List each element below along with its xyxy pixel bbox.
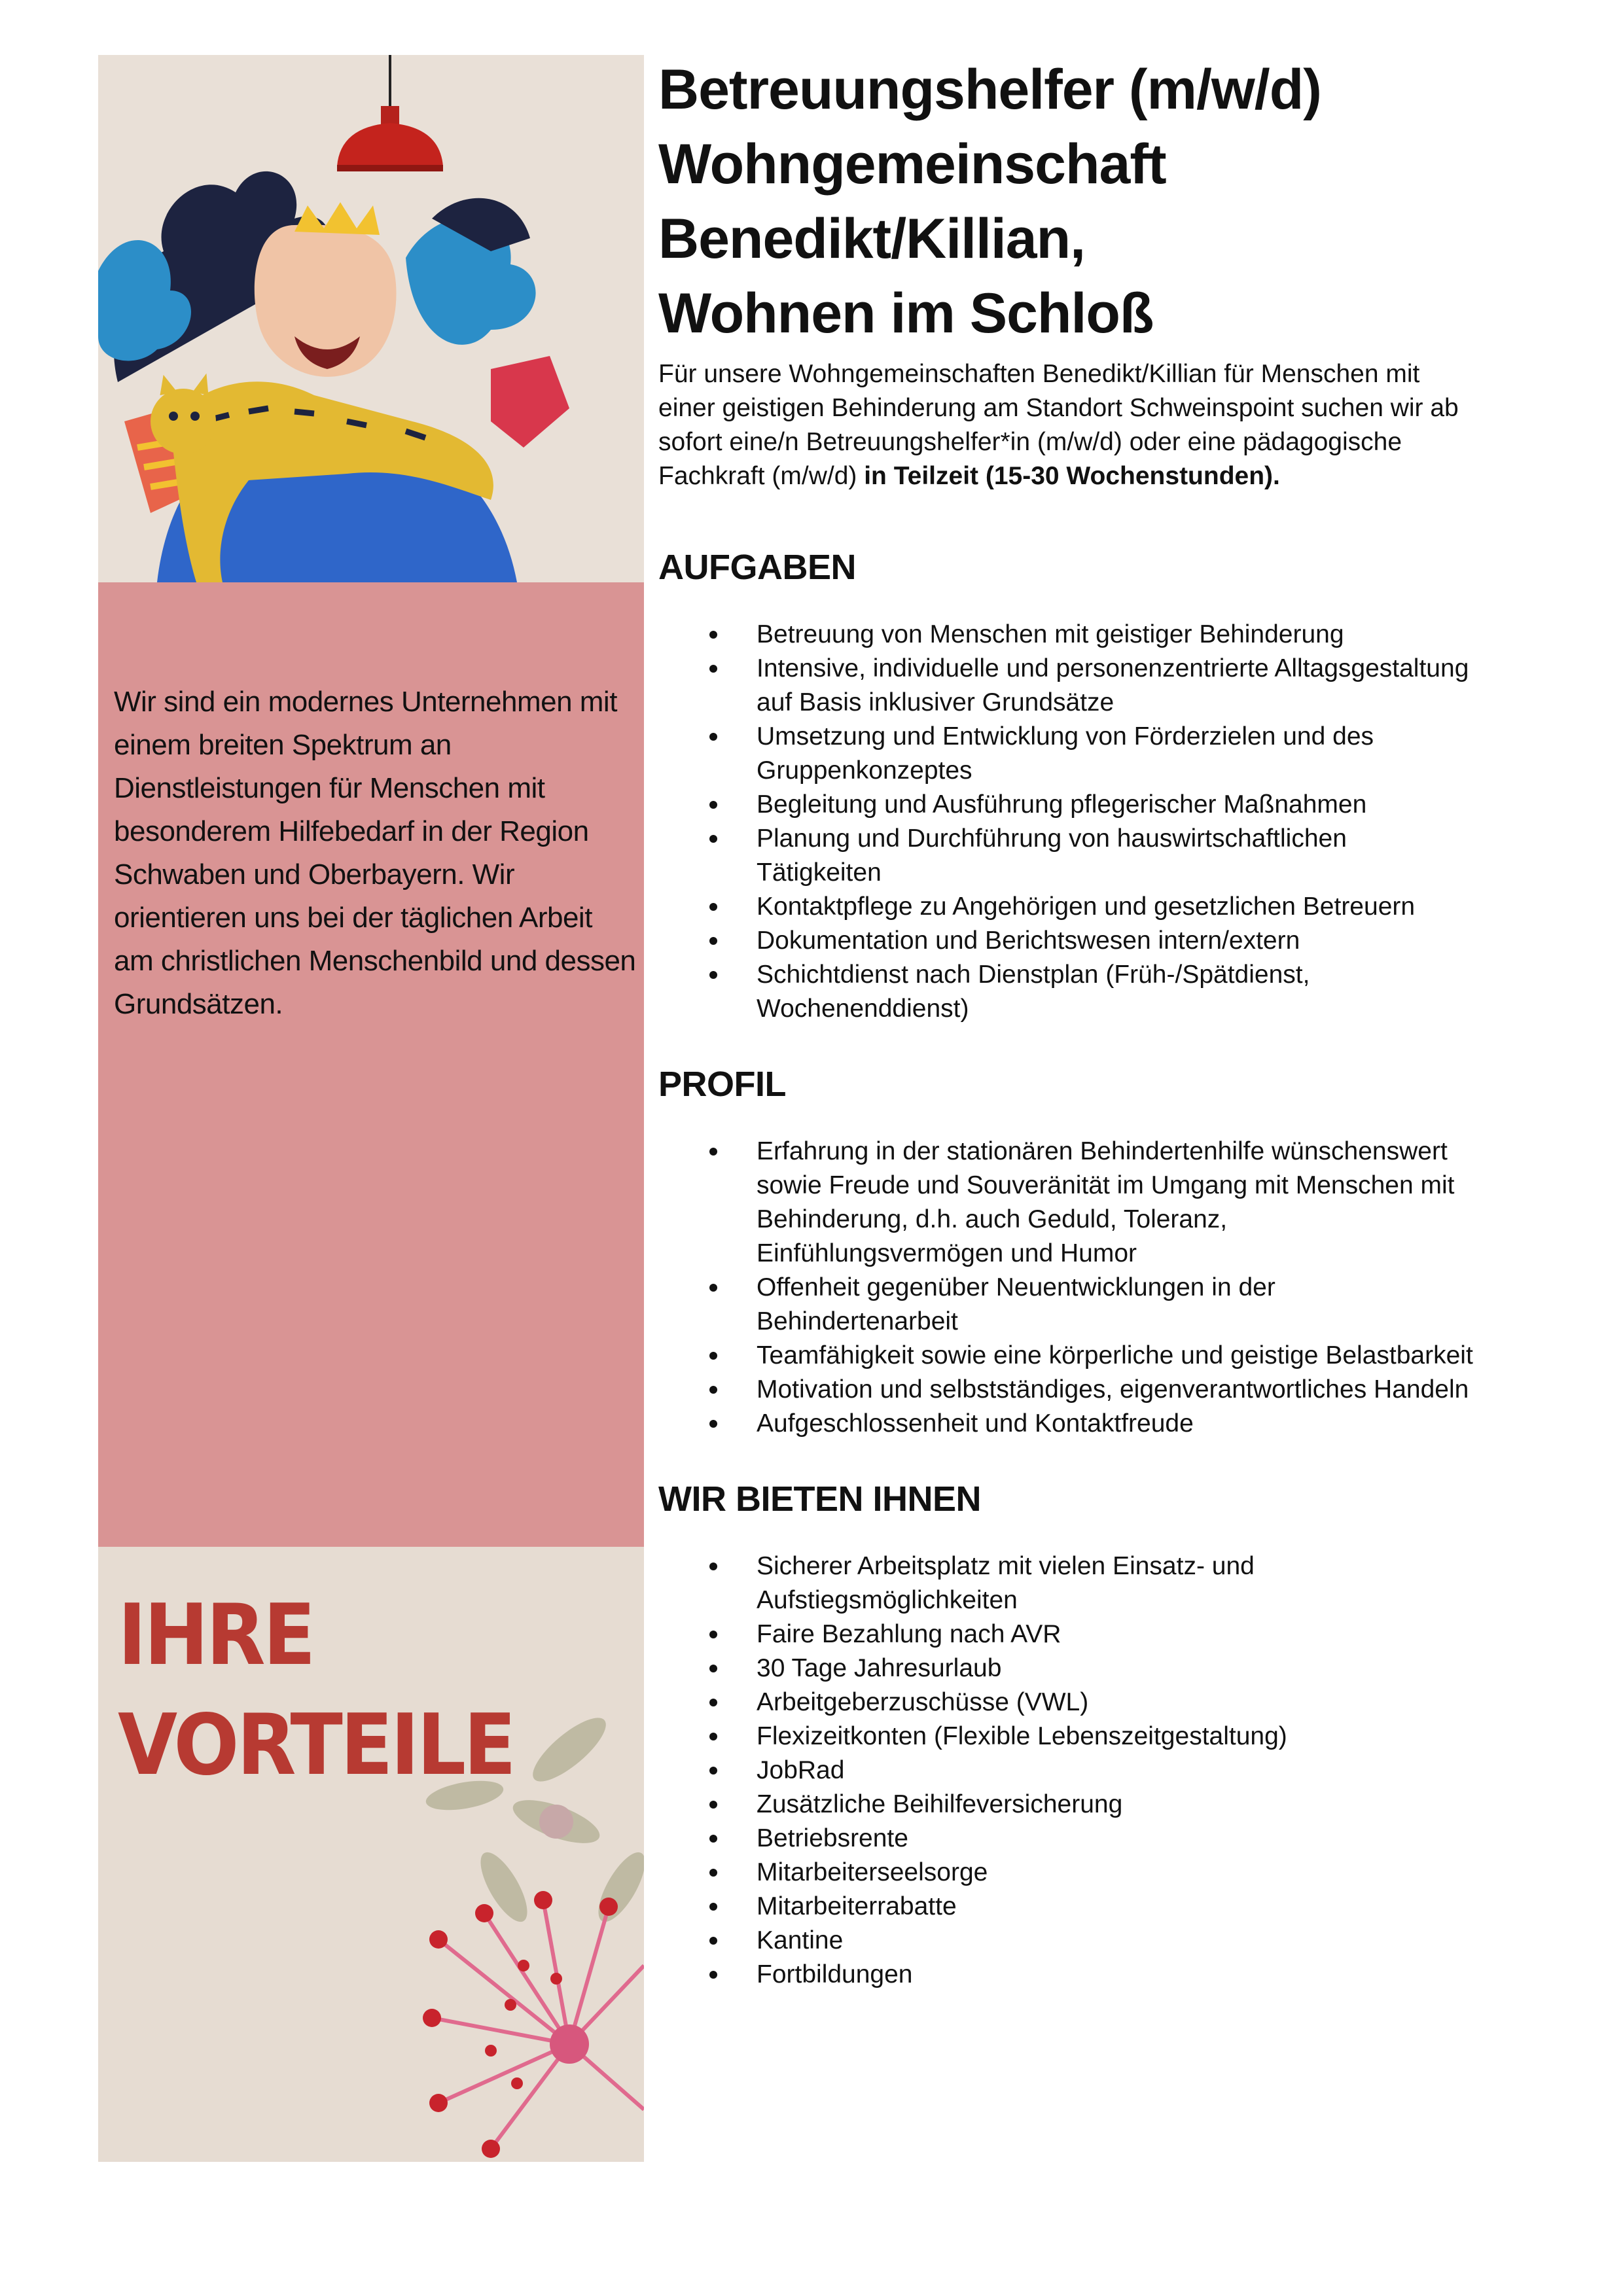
benefits-banner [98, 1547, 644, 2162]
list-item: Flexizeitkonten (Flexible Lebenszeitgestaltung) [658, 1720, 1476, 1754]
job-lead-paragraph: Für unsere Wohngemeinschaften Benedikt/Killian für Menschen mit einer geistigen Behinderung am Standort Schweinspoint suchen wir ab sofort eine/n Betreuungshelfer*in (m/w/d) oder eine pädagogische Fachkraft (m/w/d) in Teilzeit (15-30 Wochenstunden). [658, 360, 1459, 490]
list-item: Planung und Durchführung von hauswirtschaftlichen Tätigkeiten [658, 822, 1476, 890]
list-item: Sicherer Arbeitsplatz mit vielen Einsatz- und Aufstiegsmöglichkeiten [658, 1549, 1476, 1617]
company-intro-text: Wir sind ein modernes Unternehmen mit einem breiten Spektrum an Dienstleistungen für Menschen mit besonderem Hilfebedarf in der Region Schwaben und Oberbayern. Wir orientieren uns bei der täglichen Arbeit am christlichen Menschenbild und dessen Grundsätzen. [114, 686, 636, 1020]
job-title: Betreuungshelfer (m/w/d) Wohngemeinschaft Benedikt/Killian, Wohnen im Schloß [658, 58, 1321, 345]
section-heading: AUFGABEN [658, 548, 856, 587]
section-aufgaben [658, 544, 1483, 1026]
list-item: Teamfähigkeit sowie eine körperliche und geistige Belastbarkeit [658, 1339, 1476, 1373]
photo-illustration [98, 55, 644, 582]
list-item: Kontaktpflege zu Angehörigen und gesetzlichen Betreuern [658, 890, 1476, 924]
benefits-list [658, 1549, 1483, 1992]
list-item: Motivation und selbstständiges, eigenverantwortliches Handeln [658, 1373, 1476, 1407]
section-heading: WIR BIETEN IHNEN [658, 1479, 982, 1519]
profile-list [658, 1135, 1483, 1441]
benefits-banner-title: IHRE VORTEILE [118, 1587, 514, 1794]
section-heading: PROFIL [658, 1065, 786, 1104]
right-column [658, 52, 1483, 1992]
list-item: Aufgeschlossenheit und Kontaktfreude [658, 1407, 1476, 1441]
header-photo [98, 55, 644, 582]
section-wir-bieten [658, 1476, 1483, 1992]
list-item: Betriebsrente [658, 1822, 1476, 1856]
intro-panel [98, 582, 644, 1547]
list-item: Umsetzung und Entwicklung von Förderzielen und des Gruppenkonzeptes [658, 720, 1476, 788]
list-item: Offenheit gegenüber Neuentwicklungen in der Behindertenarbeit [658, 1271, 1476, 1339]
list-item: Arbeitgeberzuschüsse (VWL) [658, 1686, 1476, 1720]
left-column [98, 55, 644, 2162]
list-item: Erfahrung in der stationären Behindertenhilfe wünschenswert sowie Freude und Souveränität im Umgang mit Menschen mit Behinderung, d.h. auch Geduld, Toleranz, Einfühlungsvermögen und Humor [658, 1135, 1476, 1271]
list-item: Fortbildungen [658, 1958, 1476, 1992]
list-item: Dokumentation und Berichtswesen intern/extern [658, 924, 1476, 958]
list-item: Faire Bezahlung nach AVR [658, 1617, 1476, 1651]
working-hours: in Teilzeit (15-30 Wochenstunden). [864, 462, 1280, 490]
list-item: JobRad [658, 1754, 1476, 1788]
list-item: Zusätzliche Beihilfeversicherung [658, 1788, 1476, 1822]
list-item: Mitarbeiterseelsorge [658, 1856, 1476, 1890]
list-item: Schichtdienst nach Dienstplan (Früh-/Spätdienst, Wochenenddienst) [658, 958, 1476, 1026]
list-item: Intensive, individuelle und personenzentrierte Alltagsgestaltung auf Basis inklusiver Grundsätze [658, 652, 1476, 720]
list-item: 30 Tage Jahresurlaub [658, 1651, 1476, 1686]
section-profil [658, 1061, 1483, 1441]
list-item: Mitarbeiterrabatte [658, 1890, 1476, 1924]
list-item: Begleitung und Ausführung pflegerischer Maßnahmen [658, 788, 1476, 822]
list-item: Betreuung von Menschen mit geistiger Behinderung [658, 618, 1476, 652]
list-item: Kantine [658, 1924, 1476, 1958]
tasks-list [658, 618, 1483, 1026]
